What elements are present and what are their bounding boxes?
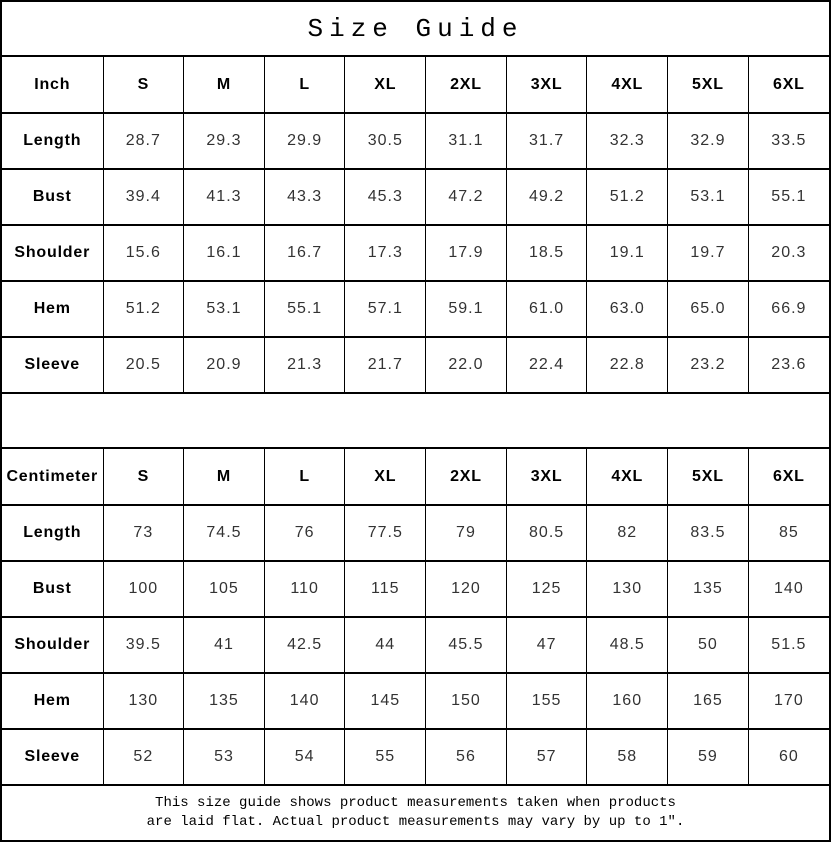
size-column-header: S xyxy=(103,57,184,113)
measurement-value: 53.1 xyxy=(184,281,265,337)
measurement-value: 22.0 xyxy=(426,337,507,393)
measurement-row xyxy=(2,281,829,337)
measurement-value: 145 xyxy=(345,673,426,729)
measurement-row xyxy=(2,337,829,393)
measurement-value: 16.1 xyxy=(184,225,265,281)
size-column-header: 4XL xyxy=(587,449,668,505)
measurement-row-label: Shoulder xyxy=(2,617,103,673)
size-column-header: S xyxy=(103,449,184,505)
measurement-value: 76 xyxy=(264,505,345,561)
size-column-header: 6XL xyxy=(748,449,829,505)
size-header-row xyxy=(2,449,829,505)
measurement-row-label: Hem xyxy=(2,673,103,729)
measurement-value: 23.6 xyxy=(748,337,829,393)
measurement-value: 22.8 xyxy=(587,337,668,393)
measurement-value: 30.5 xyxy=(345,113,426,169)
measurement-value: 51.2 xyxy=(103,281,184,337)
measurement-value: 55.1 xyxy=(748,169,829,225)
measurement-value: 45.5 xyxy=(426,617,507,673)
measurement-value: 51.5 xyxy=(748,617,829,673)
measurement-value: 65.0 xyxy=(668,281,749,337)
measurement-value: 20.9 xyxy=(184,337,265,393)
unit-header: Centimeter xyxy=(2,449,103,505)
measurement-value: 155 xyxy=(506,673,587,729)
measurement-row xyxy=(2,673,829,729)
measurement-value: 110 xyxy=(264,561,345,617)
measurement-value: 47 xyxy=(506,617,587,673)
measurement-value: 23.2 xyxy=(668,337,749,393)
measurement-value: 16.7 xyxy=(264,225,345,281)
measurement-value: 53.1 xyxy=(668,169,749,225)
measurement-value: 77.5 xyxy=(345,505,426,561)
measurement-row xyxy=(2,561,829,617)
measurement-value: 83.5 xyxy=(668,505,749,561)
size-column-header: XL xyxy=(345,57,426,113)
measurement-value: 47.2 xyxy=(426,169,507,225)
size-header-row xyxy=(2,57,829,113)
footer-note-line-1: This size guide shows product measurements taken when products xyxy=(155,795,676,811)
measurement-value: 130 xyxy=(587,561,668,617)
measurement-value: 61.0 xyxy=(506,281,587,337)
measurement-value: 150 xyxy=(426,673,507,729)
size-column-header: 3XL xyxy=(506,57,587,113)
measurement-value: 57 xyxy=(506,729,587,785)
measurement-value: 52 xyxy=(103,729,184,785)
measurement-value: 45.3 xyxy=(345,169,426,225)
measurement-row xyxy=(2,113,829,169)
measurement-value: 82 xyxy=(587,505,668,561)
measurement-row-label: Length xyxy=(2,505,103,561)
measurement-value: 140 xyxy=(264,673,345,729)
measurement-value: 165 xyxy=(668,673,749,729)
centimeter-size-table xyxy=(2,449,829,786)
measurement-value: 28.7 xyxy=(103,113,184,169)
page-title: Size Guide xyxy=(2,2,829,57)
measurement-value: 170 xyxy=(748,673,829,729)
size-column-header: 2XL xyxy=(426,449,507,505)
measurement-value: 55 xyxy=(345,729,426,785)
measurement-row xyxy=(2,225,829,281)
measurement-value: 33.5 xyxy=(748,113,829,169)
measurement-value: 115 xyxy=(345,561,426,617)
measurement-value: 100 xyxy=(103,561,184,617)
measurement-value: 17.9 xyxy=(426,225,507,281)
measurement-value: 56 xyxy=(426,729,507,785)
measurement-value: 29.9 xyxy=(264,113,345,169)
measurement-value: 66.9 xyxy=(748,281,829,337)
measurement-value: 31.1 xyxy=(426,113,507,169)
measurement-value: 48.5 xyxy=(587,617,668,673)
measurement-value: 59 xyxy=(668,729,749,785)
footer-note-line-2: are laid flat. Actual product measurements may vary by up to 1″. xyxy=(146,814,685,830)
measurement-value: 53 xyxy=(184,729,265,785)
measurement-value: 125 xyxy=(506,561,587,617)
measurement-value: 22.4 xyxy=(506,337,587,393)
measurement-value: 55.1 xyxy=(264,281,345,337)
measurement-value: 42.5 xyxy=(264,617,345,673)
measurement-value: 19.7 xyxy=(668,225,749,281)
measurement-value: 58 xyxy=(587,729,668,785)
footer-note xyxy=(2,786,829,840)
measurement-value: 130 xyxy=(103,673,184,729)
measurement-value: 85 xyxy=(748,505,829,561)
measurement-value: 51.2 xyxy=(587,169,668,225)
measurement-value: 39.5 xyxy=(103,617,184,673)
size-column-header: XL xyxy=(345,449,426,505)
measurement-value: 19.1 xyxy=(587,225,668,281)
measurement-value: 31.7 xyxy=(506,113,587,169)
measurement-value: 32.3 xyxy=(587,113,668,169)
table-spacer xyxy=(2,394,829,449)
measurement-value: 43.3 xyxy=(264,169,345,225)
measurement-row-label: Length xyxy=(2,113,103,169)
measurement-row-label: Sleeve xyxy=(2,729,103,785)
measurement-value: 140 xyxy=(748,561,829,617)
measurement-row xyxy=(2,505,829,561)
measurement-row xyxy=(2,729,829,785)
measurement-value: 21.3 xyxy=(264,337,345,393)
measurement-value: 20.3 xyxy=(748,225,829,281)
measurement-value: 105 xyxy=(184,561,265,617)
size-column-header: M xyxy=(184,57,265,113)
measurement-value: 41 xyxy=(184,617,265,673)
measurement-value: 20.5 xyxy=(103,337,184,393)
measurement-row-label: Sleeve xyxy=(2,337,103,393)
size-column-header: 6XL xyxy=(748,57,829,113)
size-column-header: 5XL xyxy=(668,57,749,113)
measurement-value: 50 xyxy=(668,617,749,673)
measurement-value: 73 xyxy=(103,505,184,561)
inch-size-table xyxy=(2,57,829,394)
measurement-value: 17.3 xyxy=(345,225,426,281)
measurement-value: 18.5 xyxy=(506,225,587,281)
measurement-row-label: Bust xyxy=(2,169,103,225)
measurement-value: 80.5 xyxy=(506,505,587,561)
measurement-value: 135 xyxy=(668,561,749,617)
measurement-row-label: Bust xyxy=(2,561,103,617)
measurement-value: 44 xyxy=(345,617,426,673)
measurement-value: 41.3 xyxy=(184,169,265,225)
measurement-value: 32.9 xyxy=(668,113,749,169)
measurement-value: 57.1 xyxy=(345,281,426,337)
measurement-row xyxy=(2,617,829,673)
size-column-header: 2XL xyxy=(426,57,507,113)
measurement-row-label: Hem xyxy=(2,281,103,337)
measurement-value: 60 xyxy=(748,729,829,785)
measurement-value: 135 xyxy=(184,673,265,729)
measurement-value: 160 xyxy=(587,673,668,729)
measurement-value: 79 xyxy=(426,505,507,561)
size-column-header: 4XL xyxy=(587,57,668,113)
size-column-header: 5XL xyxy=(668,449,749,505)
unit-header: Inch xyxy=(2,57,103,113)
size-column-header: L xyxy=(264,449,345,505)
measurement-value: 39.4 xyxy=(103,169,184,225)
size-column-header: M xyxy=(184,449,265,505)
size-column-header: L xyxy=(264,57,345,113)
measurement-value: 29.3 xyxy=(184,113,265,169)
size-column-header: 3XL xyxy=(506,449,587,505)
measurement-value: 49.2 xyxy=(506,169,587,225)
measurement-value: 15.6 xyxy=(103,225,184,281)
measurement-row xyxy=(2,169,829,225)
measurement-value: 63.0 xyxy=(587,281,668,337)
measurement-value: 54 xyxy=(264,729,345,785)
measurement-row-label: Shoulder xyxy=(2,225,103,281)
measurement-value: 74.5 xyxy=(184,505,265,561)
measurement-value: 59.1 xyxy=(426,281,507,337)
measurement-value: 120 xyxy=(426,561,507,617)
measurement-value: 21.7 xyxy=(345,337,426,393)
